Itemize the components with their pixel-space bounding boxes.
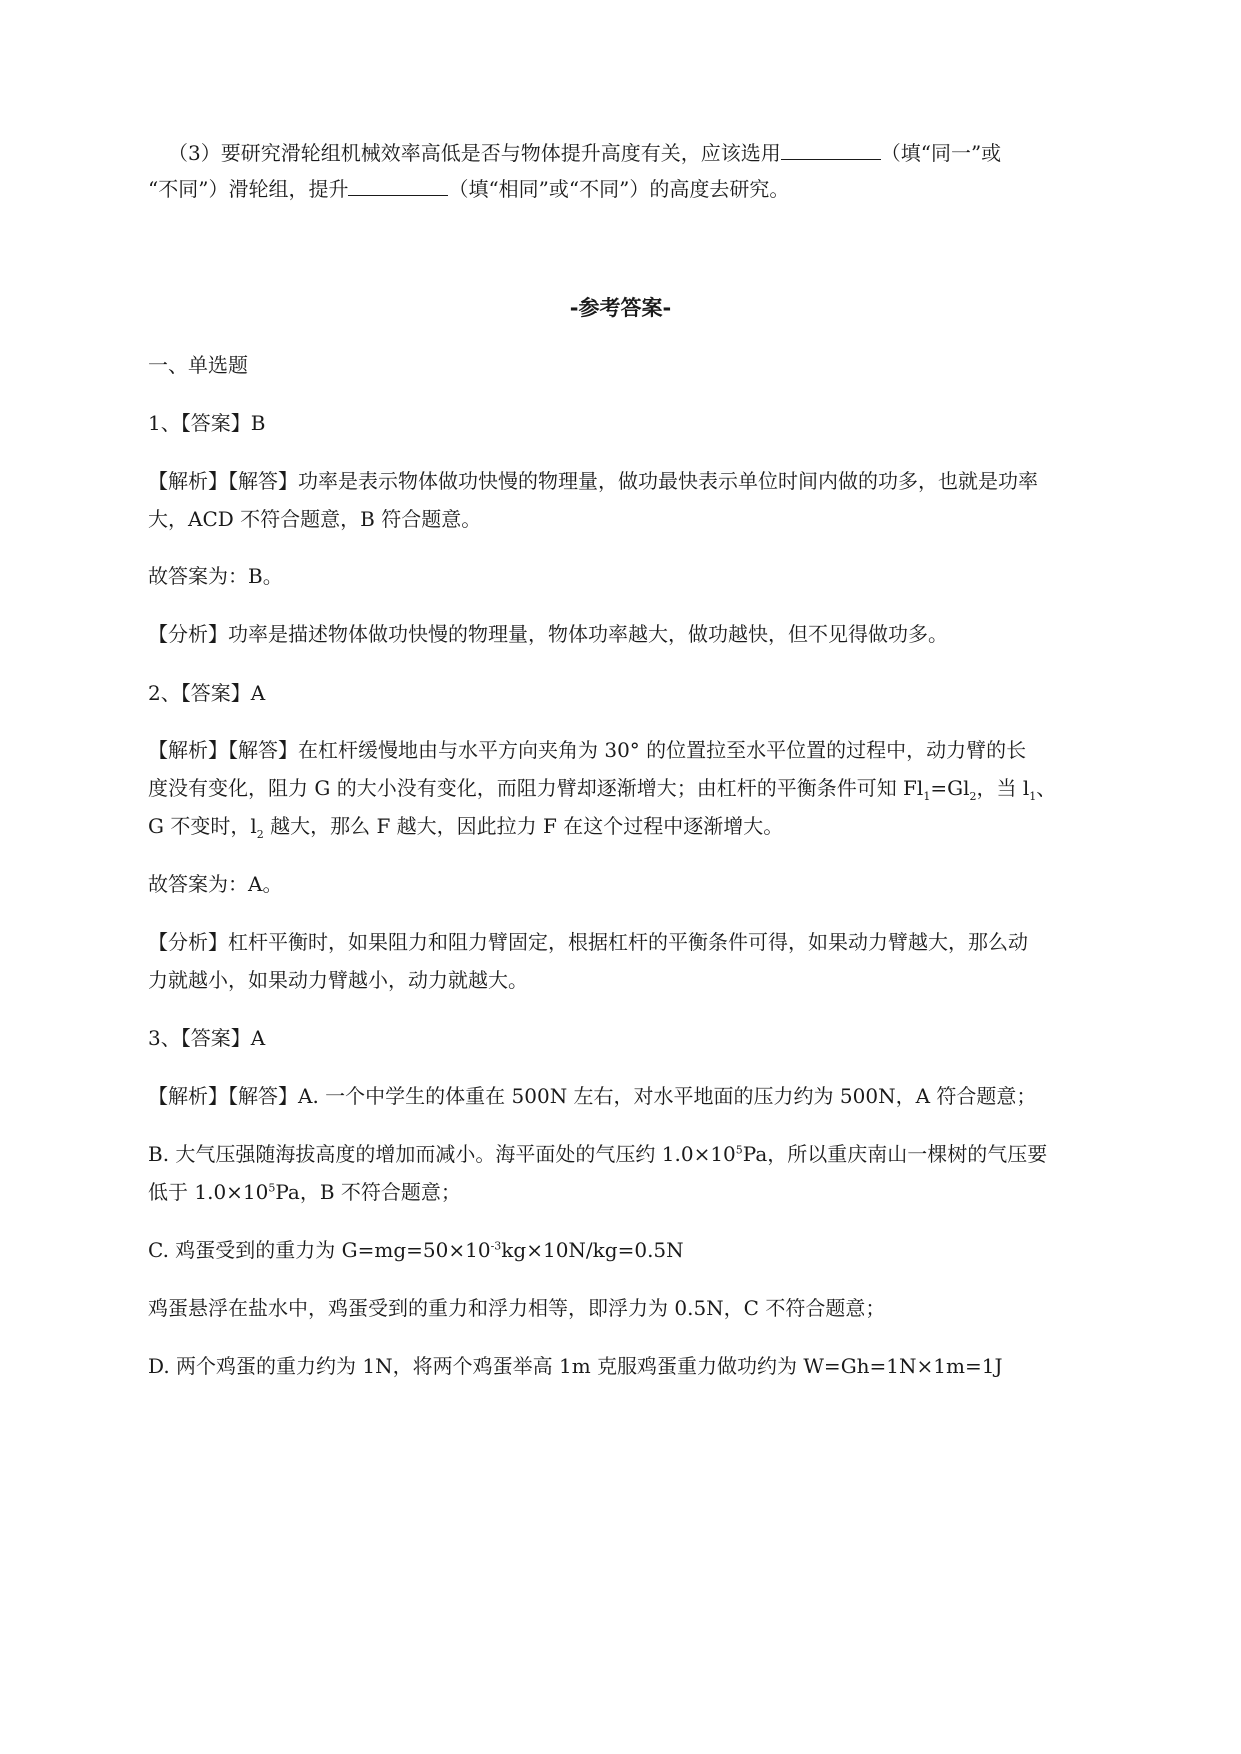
answer-2-analysis-2: 力就越小，如果动力臂越小，动力就越大。 [148,968,528,992]
question-3-hint-2: （填“相同”或“不同”）的高度去研究。 [448,177,790,201]
answer-2-analysis-1: 【分析】杠杆平衡时，如果阻力和阻力臂固定，根据杠杆的平衡条件可得，如果动力臂越大，那么动 [148,930,1028,954]
answer-3-explanation-c-2: 鸡蛋悬浮在盐水中，鸡蛋受到的重力和浮力相等，即浮力为 0.5N，C 不符合题意； [148,1296,886,1320]
fill-blank-2 [348,175,448,196]
text-span: G 不变时，l [148,814,257,838]
subscript: 1 [923,790,931,803]
text-span: kg×10N/kg=0.5N [501,1238,684,1262]
answer-title: -参考答案- [569,296,672,320]
text-span: Pa，所以重庆南山一棵树的气压要 [742,1142,1048,1166]
answer-3-explanation-a: 【解析】【解答】A. 一个中学生的体重在 500N 左右，对水平地面的压力约为 500N，A 符合题意； [148,1084,1037,1108]
text-span: 低于 1.0×10 [148,1180,269,1204]
answer-2-explanation-2 [148,773,1108,803]
answer-3-explanation-b-1 [148,1139,1108,1169]
text-span: ，当 l [976,776,1030,800]
text-span: =Gl [930,776,970,800]
answer-2-explanation-1: 【解析】【解答】在杠杆缓慢地由与水平方向夹角为 30° 的位置拉至水平位置的过程中，动力臂的长 [148,738,1027,762]
text-span: 越大，那么 F 越大，因此拉力 F 在这个过程中逐渐增大。 [263,814,784,838]
answer-3-head: 3、【答案】A [148,1026,266,1050]
subscript: 1 [1029,790,1037,803]
answer-1-conclusion: 故答案为：B。 [148,564,283,588]
superscript: 5 [735,1143,743,1157]
answer-2-head: 2、【答案】A [148,681,266,705]
question-3-text: （3）要研究滑轮组机械效率高低是否与物体提升高度有关，应该选用 [168,141,781,165]
subscript: 2 [256,828,264,841]
text-span: Pa，B 不符合题意； [275,1180,461,1204]
answer-3-explanation-d: D. 两个鸡蛋的重力约为 1N，将两个鸡蛋举高 1m 克服鸡蛋重力做功约为 W=Gh=1N×1m=1J [148,1354,1003,1378]
text-span: C. 鸡蛋受到的重力为 G=mg=50×10 [148,1238,491,1262]
superscript: 5 [268,1181,276,1195]
answer-1-explanation-1: 【解析】【解答】功率是表示物体做功快慢的物理量，做功最快表示单位时间内做的功多，也就是功率 [148,469,1038,493]
answer-1-head: 1、【答案】B [148,411,266,435]
answer-1-analysis: 【分析】功率是描述物体做功快慢的物理量，物体功率越大，做功越快，但不见得做功多。 [148,622,948,646]
answer-3-explanation-c-1 [148,1235,1108,1265]
answer-2-conclusion: 故答案为：A。 [148,872,283,896]
superscript: -3 [490,1239,502,1253]
text-span: 、 [1036,776,1057,800]
text-span: 度没有变化，阻力 G 的大小没有变化，而阻力臂却逐渐增大；由杠杆的平衡条件可知 Fl [148,776,924,800]
text-span: B. 大气压强随海拔高度的增加而减小。海平面处的气压约 1.0×10 [148,1142,736,1166]
question-3-hint-1: （填“同一”或 [880,141,1002,165]
subscript: 2 [969,790,977,803]
fill-blank-1 [781,139,881,160]
question-3-line-1 [168,138,1128,168]
answer-2-explanation-3 [148,811,1108,841]
answer-3-explanation-b-2 [148,1177,1108,1207]
question-3-line-2 [148,174,1108,204]
answer-1-explanation-2: 大，ACD 不符合题意，B 符合题意。 [148,507,482,531]
question-3-text-2: “不同”）滑轮组，提升 [148,177,349,201]
section-heading: 一、单选题 [148,353,248,377]
